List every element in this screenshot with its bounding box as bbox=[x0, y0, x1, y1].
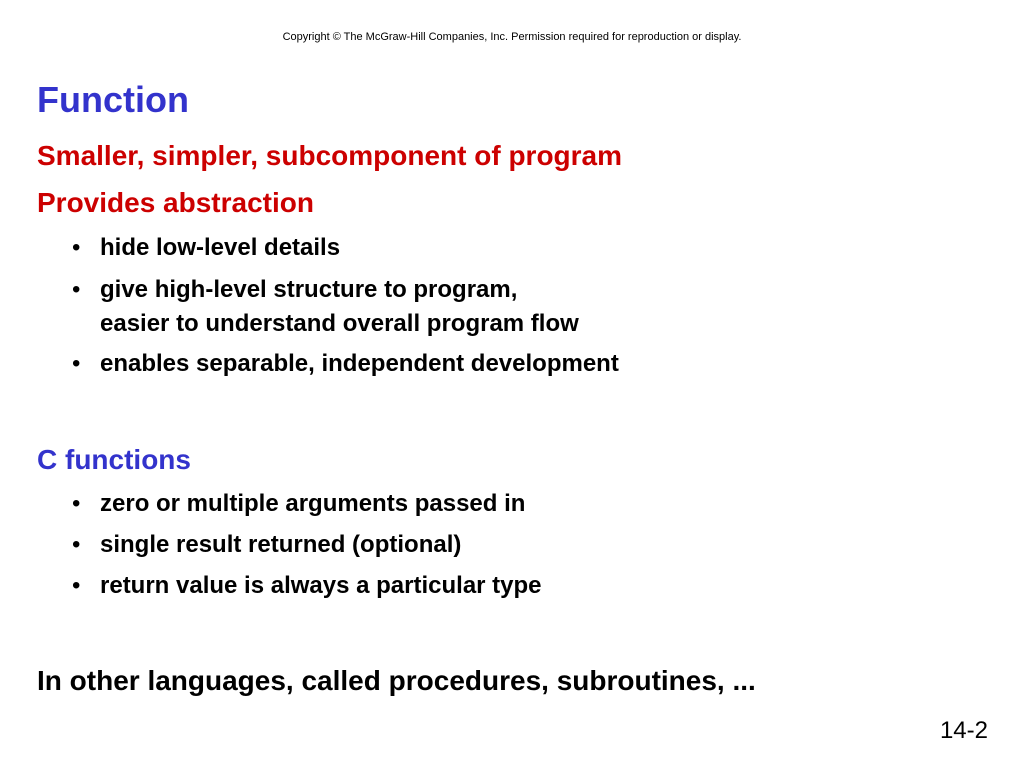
bullet-glyph: • bbox=[72, 490, 81, 517]
bullet-glyph: • bbox=[72, 234, 81, 261]
bullet-glyph: • bbox=[72, 350, 81, 377]
slide-title: Function bbox=[37, 79, 189, 120]
bullet-text: return value is always a particular type bbox=[100, 572, 542, 599]
bullet-glyph: • bbox=[72, 276, 81, 303]
bullet-separable-development bbox=[72, 347, 619, 381]
copyright-notice: Copyright © The McGraw-Hill Companies, Inc. Permission required for reproduction or display. bbox=[282, 31, 742, 43]
bullet-text: enables separable, independent development bbox=[100, 350, 619, 377]
point-other-languages: In other languages, called procedures, subroutines, ... bbox=[37, 665, 756, 696]
point-c-functions: C functions bbox=[37, 444, 191, 475]
bullet-single-result bbox=[72, 528, 461, 562]
page-number: 14-2 bbox=[939, 717, 988, 744]
point-smaller-simpler: Smaller, simpler, subcomponent of program bbox=[37, 140, 623, 171]
bullet-text: hide low-level details bbox=[100, 234, 341, 261]
bullet-glyph: • bbox=[72, 531, 81, 558]
bullet-text-continuation: easier to understand overall program flow bbox=[100, 310, 579, 337]
bullet-text: single result returned (optional) bbox=[100, 531, 462, 558]
bullet-hide-details bbox=[72, 231, 340, 265]
bullet-text: give high-level structure to program, bbox=[100, 276, 518, 303]
bullet-return-type bbox=[72, 569, 542, 603]
bullet-text: zero or multiple arguments passed in bbox=[100, 490, 526, 517]
bullet-high-level-structure bbox=[72, 273, 579, 341]
point-provides-abstraction: Provides abstraction bbox=[37, 187, 314, 218]
bullet-glyph: • bbox=[72, 572, 81, 599]
bullet-zero-or-multiple-arguments bbox=[72, 487, 525, 521]
